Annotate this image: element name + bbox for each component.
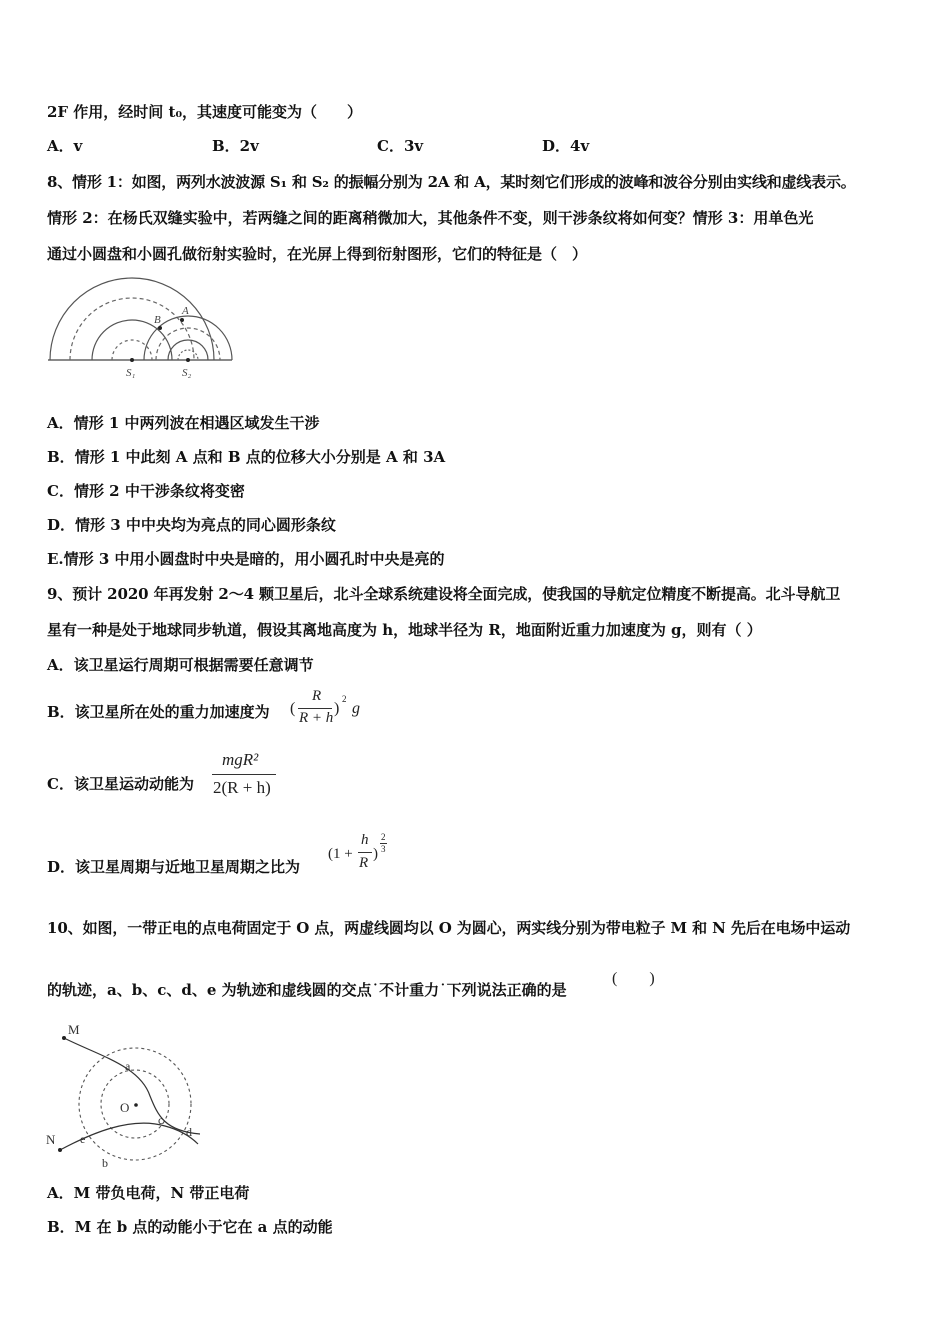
q9-stem-line2: 星有一种是处于地球同步轨道，假设其离地高度为 h，地球半径为 R，地面附近重力加速度为 g，则有（ ） [47, 621, 762, 639]
formula-d-num: h [361, 832, 369, 848]
q9-option-a: A．该卫星运行周期可根据需要任意调节 [47, 656, 314, 674]
formula-b: ( R R + h ) 2 g [290, 688, 360, 726]
q7-option-c: C．3v [377, 137, 424, 155]
formula-d-exp-den: 3 [381, 844, 386, 854]
label-a: a [125, 1059, 131, 1073]
formula-b-tail: g [352, 700, 360, 717]
q10-stem-line1: 10、如图，一带正电的点电荷固定于 O 点，两虚线圆均以 O 为圆心，两实线分别为带电粒子 M 和 N 先后在电场中运动 [47, 919, 851, 937]
formula-b-exp: 2 [342, 694, 347, 704]
label-b: B [154, 314, 161, 326]
q7-option-b: B．2v [212, 137, 259, 155]
label-e: e [80, 1132, 86, 1146]
wave-interference-figure [40, 276, 240, 381]
electric-field-trajectory-figure [40, 1016, 215, 1176]
q8-stem-line2: 情形 2：在杨氏双缝实验中，若两缝之间的距离稍微加大，其他条件不变，则干涉条纹将如何变？情形 3：用单色光 [47, 209, 814, 227]
q10-answer-paren: ( ) [612, 970, 655, 987]
q8-option-e: E.情形 3 中用小圆盘时中央是暗的，用小圆孔时中央是亮的 [47, 550, 445, 568]
label-d: d [186, 1125, 192, 1139]
formula-c [210, 748, 280, 802]
label-s2: S₂ [182, 367, 192, 379]
formula-b-den: R + h [299, 710, 334, 726]
q10-option-a: A．M 带负电荷，N 带正电荷 [47, 1184, 250, 1202]
label-m: M [68, 1022, 80, 1037]
formula-d-exp-num: 2 [381, 832, 386, 842]
label-o: O [120, 1100, 130, 1115]
label-a: A [182, 305, 189, 317]
q7-stem-tail: 2F 作用，经时间 t₀，其速度可能变为（ ） [47, 103, 363, 121]
q8-option-b: B．情形 1 中此刻 A 点和 B 点的位移大小分别是 A 和 3A [47, 448, 446, 466]
q9-option-d: D．该卫星周期与近地卫星周期之比为 [47, 858, 301, 876]
q9-option-c: C．该卫星运动动能为 [47, 775, 194, 793]
q10-option-b: B．M 在 b 点的动能小于它在 a 点的动能 [47, 1218, 333, 1236]
label-n: N [46, 1132, 56, 1147]
formula-c-den: 2(R + h) [213, 778, 271, 797]
q7-option-d: D．4v [542, 137, 590, 155]
formula-d-pre: (1 + [328, 846, 353, 862]
q9-option-b: B．该卫星所在处的重力加速度为 [47, 703, 270, 721]
q7-option-a: A．v [47, 137, 83, 155]
q8-stem-line1: 8、情形 1：如图，两列水波波源 S₁ 和 S₂ 的振幅分别为 2A 和 A，某时刻它们形成的波峰和波谷分别由实线和虚线表示。 [47, 173, 856, 191]
formula-b-num: R [312, 688, 322, 704]
label-b: b [102, 1156, 108, 1170]
q8-option-d: D．情形 3 中中央均为亮点的同心圆形条纹 [47, 516, 336, 534]
formula-d: (1 + h R ) 2 3 [328, 832, 386, 871]
formula-d-den: R [359, 855, 369, 871]
q9-stem-line1: 9、预计 2020 年再发射 2～4 颗卫星后，北斗全球系统建设将全面完成，使我国的导航定位精度不断提高。北斗导航卫 [47, 585, 841, 603]
q8-stem-line3: 通过小圆盘和小圆孔做衍射实验时，在光屏上得到衍射图形，它们的特征是（ ） [47, 245, 588, 263]
q8-option-c: C．情形 2 中干涉条纹将变密 [47, 482, 245, 500]
q8-option-a: A．情形 1 中两列波在相遇区域发生干涉 [47, 414, 320, 432]
q10-stem-line2: 的轨迹，a、b、c、d、e 为轨迹和虚线圆的交点˙不计重力˙下列说法正确的是 [47, 981, 567, 999]
label-c: c [158, 1113, 164, 1127]
formula-c-num: mgR² [222, 750, 259, 769]
label-s1: S₁ [126, 367, 136, 379]
